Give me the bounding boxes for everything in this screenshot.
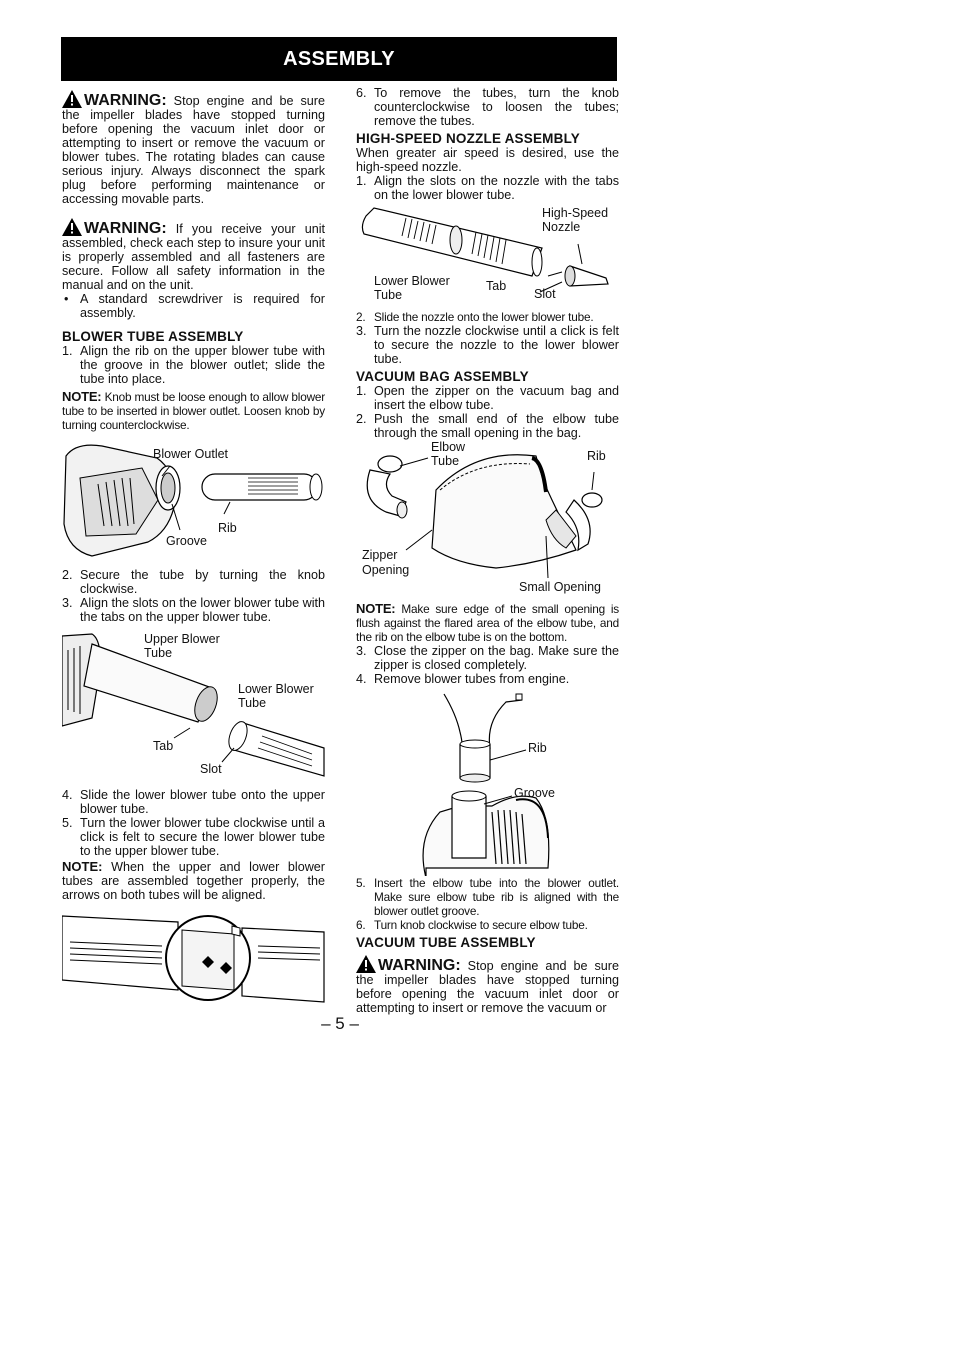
- vacuum-bag-heading: VACUUM BAG ASSEMBLY: [356, 369, 529, 384]
- label-blower-outlet: Blower Outlet: [153, 447, 229, 461]
- figure-high-speed-nozzle: [356, 204, 619, 310]
- steps-list-c: [62, 788, 325, 858]
- list-item: [62, 344, 325, 386]
- step-number: 6.: [356, 86, 367, 100]
- step-number: 1.: [356, 174, 367, 188]
- label-tab: Tab: [153, 739, 174, 753]
- figure-vacuum-bag: [356, 440, 619, 600]
- step-number: 3.: [62, 596, 73, 610]
- label-tab: Tab: [486, 279, 507, 293]
- page-number: – 5 –: [321, 1014, 359, 1033]
- warning-text: Stop engine and be sure the impeller blades have stopped turning before opening the vacuum inlet door or attempting to insert or remove the vacuum or blower tubes. The rotating blades can cause serious injury. Always disconnect the spark plug before performing maintenance or accessing movable parts.: [62, 94, 325, 206]
- note-label: NOTE:: [62, 859, 103, 874]
- step-number: 3.: [356, 644, 367, 658]
- step-text: Remove blower tubes from engine.: [374, 672, 570, 686]
- nozzle-heading: HIGH-SPEED NOZZLE ASSEMBLY: [356, 131, 580, 146]
- section-header: [61, 37, 617, 81]
- step-text: Insert the elbow tube into the blower outlet. Make sure elbow tube rib is aligned with the blower outlet groove.: [374, 876, 619, 918]
- bullet-list: [62, 292, 325, 320]
- list-item: [356, 672, 619, 686]
- bag-steps-1: [356, 384, 619, 440]
- step-text: Align the slots on the nozzle with the tabs on the lower blower tube.: [374, 174, 619, 202]
- step-number: 2.: [356, 412, 367, 426]
- list-item: [356, 174, 619, 202]
- step-text: Push the small end of the elbow tube through the small opening in the bag.: [374, 412, 619, 440]
- figure-arrows-aligned: [62, 912, 325, 1008]
- list-item: [356, 876, 619, 918]
- label-text: Zipper Opening: [362, 548, 410, 577]
- list-item: [62, 596, 325, 624]
- vacuum-tube-heading: VACUUM TUBE ASSEMBLY: [356, 935, 536, 950]
- label-small-opening: Small Opening: [519, 580, 601, 594]
- list-item: • A standard screwdriver is required for assembly.: [64, 292, 325, 320]
- nozzle-steps-1: [356, 174, 619, 202]
- label-lower-blower-tube: [238, 682, 328, 710]
- warning-paragraph-2: [62, 218, 325, 292]
- label-rib: Rib: [528, 741, 547, 755]
- note-paragraph-1: [62, 390, 325, 432]
- label-groove: Groove: [514, 786, 555, 800]
- step-text: Slide the lower blower tube onto the upper blower tube.: [80, 788, 325, 816]
- list-item: [356, 324, 619, 366]
- label-text: Upper Blower Tube: [144, 632, 220, 660]
- warning-label: WARNING:: [84, 220, 167, 237]
- warning-label: WARNING:: [84, 92, 167, 109]
- steps-list-remove: [356, 86, 619, 128]
- step-number: 4.: [62, 788, 73, 802]
- bullet-text: A standard screwdriver is required for assembly.: [80, 292, 325, 320]
- step-number: 5.: [62, 816, 73, 830]
- warning-label: WARNING:: [378, 957, 461, 974]
- label-slot: Slot: [200, 762, 222, 776]
- step-number: 3.: [356, 324, 367, 338]
- figure-blower-outlet: [62, 438, 325, 568]
- arrows-aligned-illustration: [62, 912, 325, 1008]
- warning-triangle-icon: [62, 90, 82, 108]
- nozzle-intro: When greater air speed is desired, use the high-speed nozzle.: [356, 146, 619, 174]
- step-number: 4.: [356, 672, 367, 686]
- step-number: 1.: [356, 384, 367, 398]
- steps-list-a: [62, 344, 325, 386]
- list-item: [356, 384, 619, 412]
- warning-paragraph-1: [62, 90, 325, 206]
- list-item: [356, 412, 619, 440]
- bag-steps-3: [356, 876, 619, 932]
- elbow-outlet-illustration: [356, 688, 619, 876]
- label-text: High-Speed Nozzle: [542, 206, 609, 234]
- step-text: Turn knob clockwise to secure elbow tube.: [374, 918, 588, 932]
- step-text: Align the slots on the lower blower tube with the tabs on the upper blower tube.: [80, 596, 326, 624]
- label-high-speed-nozzle: [542, 206, 622, 234]
- step-number: 2.: [62, 568, 73, 582]
- note-paragraph-3: [356, 602, 619, 644]
- list-item: [356, 644, 619, 672]
- step-number: 6.: [356, 918, 366, 932]
- list-item: [62, 788, 325, 816]
- step-text: Open the zipper on the vacuum bag and insert the elbow tube.: [374, 384, 619, 412]
- label-upper-blower-tube: [144, 632, 234, 660]
- step-text: To remove the tubes, turn the knob counterclockwise to loosen the tubes; remove the tubes.: [374, 86, 619, 128]
- note-text: When the upper and lower blower tubes are assembled together properly, the arrows on both tubes will be aligned.: [62, 860, 325, 902]
- warning-text: If you receive your unit assembled, check each step to insure your unit is properly assembled and all fasteners are secure. Follow all safety information in the manual and on the unit.: [62, 222, 325, 292]
- list-item: [356, 86, 619, 128]
- list-item: [356, 918, 619, 932]
- step-number: 5.: [356, 876, 366, 890]
- note-text: Knob must be loose enough to allow blower tube to be inserted in blower outlet. Loosen knob by turning counterclockwise.: [62, 390, 325, 432]
- note-paragraph-2: [62, 860, 325, 902]
- step-text: Align the rib on the upper blower tube with the groove in the blower outlet; slide the tube into place.: [80, 344, 325, 386]
- blower-tube-heading: BLOWER TUBE ASSEMBLY: [62, 329, 244, 344]
- label-zipper-opening: [362, 548, 422, 578]
- warning-triangle-icon: [356, 955, 376, 973]
- list-item: [356, 310, 619, 324]
- section-title: ASSEMBLY: [283, 47, 395, 70]
- step-text: Secure the tube by turning the knob clockwise.: [80, 568, 325, 596]
- warning-triangle-icon: [62, 218, 82, 236]
- label-text: Lower Blower Tube: [374, 274, 450, 302]
- label-lower-blower-tube: [374, 274, 462, 302]
- note-label: NOTE:: [356, 601, 396, 616]
- nozzle-steps-2: [356, 310, 619, 366]
- label-rib: Rib: [218, 521, 237, 535]
- figure-blower-tubes: [62, 630, 325, 786]
- figure-elbow-outlet: [356, 688, 619, 876]
- step-text: Turn the nozzle clockwise until a click is felt to secure the nozzle to the lower blower tube.: [374, 324, 619, 366]
- note-text: Make sure edge of the small opening is flush against the flared area of the elbow tube, and the rib on the elbow tube is on the bottom.: [356, 602, 619, 644]
- left-column: [62, 90, 325, 1008]
- note-label: NOTE:: [62, 389, 102, 404]
- step-text: Close the zipper on the bag. Make sure the zipper is closed completely.: [374, 644, 619, 672]
- label-elbow-tube: [431, 440, 481, 468]
- step-text: Turn the lower blower tube clockwise until a click is felt to secure the lower blower tube to the upper blower tube.: [80, 816, 325, 858]
- list-item: [62, 568, 325, 596]
- label-groove: Groove: [166, 534, 207, 548]
- right-column: [356, 86, 619, 1015]
- steps-list-b: [62, 568, 325, 624]
- bag-steps-2: [356, 644, 619, 686]
- label-slot: Slot: [534, 287, 556, 301]
- list-item: [62, 816, 325, 858]
- warning-text: Stop engine and be sure the impeller blades have stopped turning before opening the vacuum inlet door or attempting to insert or remove the vacuum or: [356, 959, 619, 1015]
- label-text: Lower Blower Tube: [238, 682, 314, 710]
- step-number: 2.: [356, 310, 366, 324]
- step-number: 1.: [62, 344, 73, 358]
- label-text: Elbow Tube: [431, 440, 466, 468]
- label-rib: Rib: [587, 449, 606, 463]
- warning-paragraph-3: [356, 955, 619, 1015]
- step-text: Slide the nozzle onto the lower blower tube.: [374, 310, 594, 324]
